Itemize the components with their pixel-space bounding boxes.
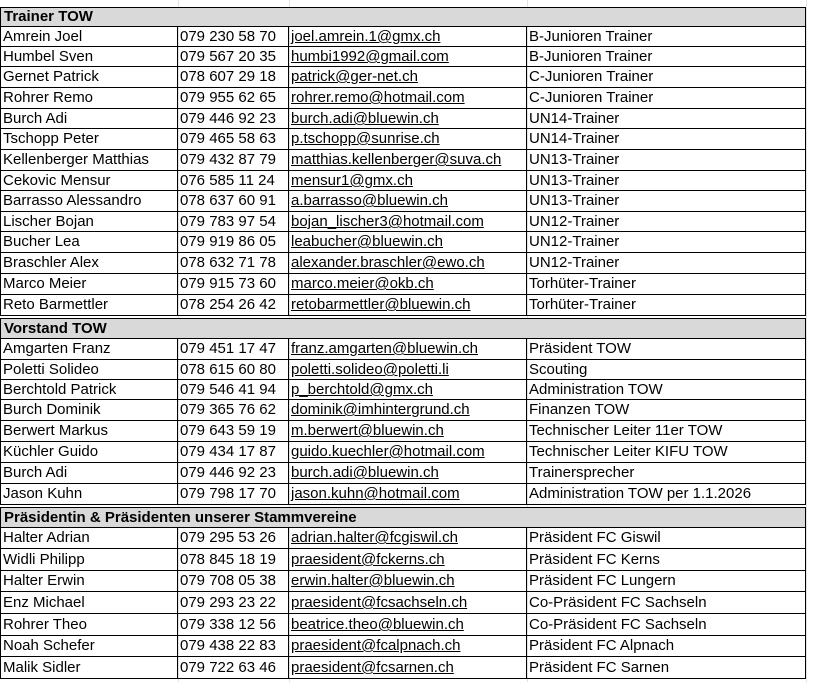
email-link[interactable]: m.berwert@bluewin.ch	[289, 421, 527, 442]
role-cell: Präsident FC Alpnach	[527, 636, 806, 657]
table-row	[0, 150, 815, 171]
role-cell: C-Junioren Trainer	[527, 67, 806, 88]
name-cell: Enz Michael	[0, 592, 178, 614]
name-cell: Jason Kuhn	[0, 484, 178, 505]
email-link[interactable]: praesident@fcsarnen.ch	[289, 657, 527, 679]
email-link[interactable]: alexander.braschler@ewo.ch	[289, 253, 527, 274]
phone-cell: 079 338 12 56	[178, 614, 289, 636]
email-link[interactable]: erwin.halter@bluewin.ch	[289, 571, 527, 592]
name-cell: Widli Philipp	[0, 549, 178, 571]
email-link[interactable]: dominik@imhintergrund.ch	[289, 400, 527, 421]
phone-cell: 078 845 18 19	[178, 549, 289, 571]
phone-cell: 079 438 22 83	[178, 636, 289, 657]
email-link[interactable]: rohrer.remo@hotmail.com	[289, 88, 527, 109]
name-cell: Burch Dominik	[0, 400, 178, 421]
name-cell: Halter Erwin	[0, 571, 178, 592]
name-cell: Braschler Alex	[0, 253, 178, 274]
name-cell: Poletti Solideo	[0, 360, 178, 380]
email-link[interactable]: jason.kuhn@hotmail.com	[289, 484, 527, 505]
name-cell: Reto Barmettler	[0, 295, 178, 316]
name-cell: Kellenberger Matthias	[0, 150, 178, 171]
email-link[interactable]: adrian.halter@fcgiswil.ch	[289, 528, 527, 549]
phone-cell: 079 365 76 62	[178, 400, 289, 421]
phone-cell: 078 254 26 42	[178, 295, 289, 316]
phone-cell: 079 955 62 65	[178, 88, 289, 109]
role-cell: Torhüter-Trainer	[527, 295, 806, 316]
role-cell: B-Junioren Trainer	[527, 27, 806, 47]
table-row	[0, 232, 815, 253]
section-header: Trainer TOW	[0, 7, 806, 27]
name-cell: Gernet Patrick	[0, 67, 178, 88]
role-cell: UN12-Trainer	[527, 253, 806, 274]
phone-cell: 079 293 23 22	[178, 592, 289, 614]
name-cell: Rohrer Theo	[0, 614, 178, 636]
email-link[interactable]: retobarmettler@bluewin.ch	[289, 295, 527, 316]
phone-cell: 078 637 60 91	[178, 191, 289, 212]
email-link[interactable]: matthias.kellenberger@suva.ch	[289, 150, 527, 171]
table-row	[0, 380, 815, 400]
phone-cell: 079 643 59 19	[178, 421, 289, 442]
table-row	[0, 484, 815, 505]
name-cell: Tschopp Peter	[0, 129, 178, 150]
email-link[interactable]: bojan_lischer3@hotmail.com	[289, 212, 527, 232]
email-link[interactable]: praesident@fcsachseln.ch	[289, 592, 527, 614]
table-row	[0, 47, 815, 67]
phone-cell: 079 446 92 23	[178, 463, 289, 484]
table-row	[0, 400, 815, 421]
role-cell: UN13-Trainer	[527, 171, 806, 191]
phone-cell: 076 585 11 24	[178, 171, 289, 191]
role-cell: Präsident FC Sarnen	[527, 657, 806, 679]
table-row	[0, 528, 815, 549]
table-row	[0, 129, 815, 150]
name-cell: Marco Meier	[0, 274, 178, 295]
role-cell: UN13-Trainer	[527, 191, 806, 212]
email-link[interactable]: burch.adi@bluewin.ch	[289, 463, 527, 484]
phone-cell: 079 546 41 94	[178, 380, 289, 400]
phone-cell: 079 919 86 05	[178, 232, 289, 253]
table-row	[0, 360, 815, 380]
table-row	[0, 88, 815, 109]
name-cell: Berchtold Patrick	[0, 380, 178, 400]
role-cell: Technischer Leiter KIFU TOW	[527, 442, 806, 463]
role-cell: C-Junioren Trainer	[527, 88, 806, 109]
role-cell: Scouting	[527, 360, 806, 380]
table-row	[0, 463, 815, 484]
table-row	[0, 27, 815, 47]
phone-cell: 079 434 17 87	[178, 442, 289, 463]
table-row	[0, 549, 815, 571]
email-link[interactable]: marco.meier@okb.ch	[289, 274, 527, 295]
role-cell: UN14-Trainer	[527, 109, 806, 129]
role-cell: B-Junioren Trainer	[527, 47, 806, 67]
name-cell: Amrein Joel	[0, 27, 178, 47]
email-link[interactable]: praesident@fckerns.ch	[289, 549, 527, 571]
email-link[interactable]: mensur1@gmx.ch	[289, 171, 527, 191]
name-cell: Burch Adi	[0, 109, 178, 129]
name-cell: Burch Adi	[0, 463, 178, 484]
table-row	[0, 109, 815, 129]
email-link[interactable]: beatrice.theo@bluewin.ch	[289, 614, 527, 636]
phone-cell: 079 446 92 23	[178, 109, 289, 129]
name-cell: Küchler Guido	[0, 442, 178, 463]
table-row	[0, 171, 815, 191]
section-header: Präsidentin & Präsidenten unserer Stammvereine	[0, 507, 806, 528]
role-cell: Präsident FC Lungern	[527, 571, 806, 592]
email-link[interactable]: joel.amrein.1@gmx.ch	[289, 27, 527, 47]
phone-cell: 078 632 71 78	[178, 253, 289, 274]
table-row	[0, 295, 815, 316]
table-row	[0, 614, 815, 636]
name-cell: Berwert Markus	[0, 421, 178, 442]
role-cell: UN12-Trainer	[527, 212, 806, 232]
email-link[interactable]: patrick@ger-net.ch	[289, 67, 527, 88]
phone-cell: 078 607 29 18	[178, 67, 289, 88]
table-row	[0, 571, 815, 592]
section-header: Vorstand TOW	[0, 318, 806, 339]
role-cell: Administration TOW	[527, 380, 806, 400]
phone-cell: 079 451 17 47	[178, 339, 289, 360]
name-cell: Bucher Lea	[0, 232, 178, 253]
email-link[interactable]: burch.adi@bluewin.ch	[289, 109, 527, 129]
email-link[interactable]: franz.amgarten@bluewin.ch	[289, 339, 527, 360]
table-row	[0, 636, 815, 657]
role-cell: UN12-Trainer	[527, 232, 806, 253]
role-cell: Finanzen TOW	[527, 400, 806, 421]
role-cell: Trainersprecher	[527, 463, 806, 484]
name-cell: Cekovic Mensur	[0, 171, 178, 191]
email-link[interactable]: praesident@fcalpnach.ch	[289, 636, 527, 657]
email-link[interactable]: leabucher@bluewin.ch	[289, 232, 527, 253]
table-row	[0, 421, 815, 442]
email-link[interactable]: p.tschopp@sunrise.ch	[289, 129, 527, 150]
name-cell: Noah Schefer	[0, 636, 178, 657]
name-cell: Humbel Sven	[0, 47, 178, 67]
email-link[interactable]: humbi1992@gmail.com	[289, 47, 527, 67]
name-cell: Malik Sidler	[0, 657, 178, 679]
role-cell: Administration TOW per 1.1.2026	[527, 484, 806, 505]
role-cell: UN13-Trainer	[527, 150, 806, 171]
table-row	[0, 442, 815, 463]
phone-cell: 079 915 73 60	[178, 274, 289, 295]
phone-cell: 079 465 58 63	[178, 129, 289, 150]
name-cell: Rohrer Remo	[0, 88, 178, 109]
role-cell: Präsident FC Kerns	[527, 549, 806, 571]
name-cell: Barrasso Alessandro	[0, 191, 178, 212]
name-cell: Amgarten Franz	[0, 339, 178, 360]
email-link[interactable]: poletti.solideo@poletti.li	[289, 360, 527, 380]
phone-cell: 079 722 63 46	[178, 657, 289, 679]
email-link[interactable]: p_berchtold@gmx.ch	[289, 380, 527, 400]
name-cell: Lischer Bojan	[0, 212, 178, 232]
role-cell: Co-Präsident FC Sachseln	[527, 614, 806, 636]
phone-cell: 079 798 17 70	[178, 484, 289, 505]
table-row	[0, 274, 815, 295]
name-cell: Halter Adrian	[0, 528, 178, 549]
role-cell: UN14-Trainer	[527, 129, 806, 150]
role-cell: Präsident FC Giswil	[527, 528, 806, 549]
phone-cell: 079 708 05 38	[178, 571, 289, 592]
table-row	[0, 592, 815, 614]
role-cell: Co-Präsident FC Sachseln	[527, 592, 806, 614]
email-link[interactable]: guido.kuechler@hotmail.com	[289, 442, 527, 463]
phone-cell: 079 783 97 54	[178, 212, 289, 232]
phone-cell: 079 230 58 70	[178, 27, 289, 47]
table-row	[0, 191, 815, 212]
email-link[interactable]: a.barrasso@bluewin.ch	[289, 191, 527, 212]
phone-cell: 079 432 87 79	[178, 150, 289, 171]
table-row	[0, 339, 815, 360]
table-row	[0, 212, 815, 232]
role-cell: Präsident TOW	[527, 339, 806, 360]
table-row	[0, 657, 815, 679]
phone-cell: 079 295 53 26	[178, 528, 289, 549]
role-cell: Torhüter-Trainer	[527, 274, 806, 295]
table-row	[0, 253, 815, 274]
table-row	[0, 67, 815, 88]
phone-cell: 078 615 60 80	[178, 360, 289, 380]
role-cell: Technischer Leiter 11er TOW	[527, 421, 806, 442]
phone-cell: 079 567 20 35	[178, 47, 289, 67]
